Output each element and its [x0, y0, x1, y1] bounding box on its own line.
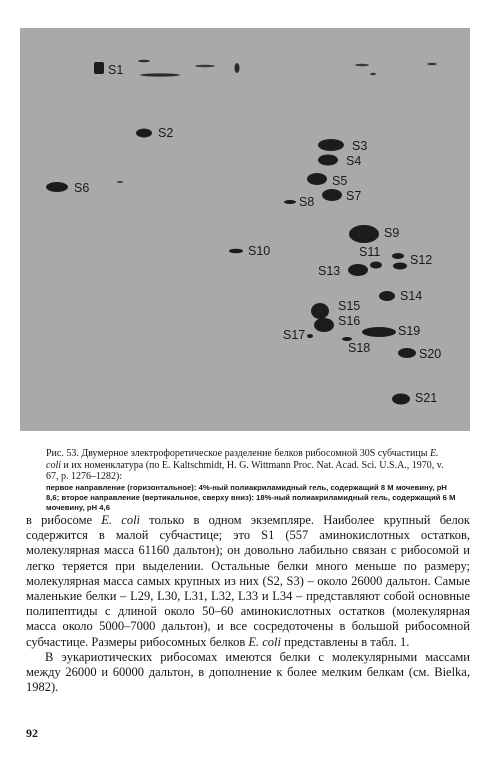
spot-label: S5 [332, 174, 348, 188]
protein-spot-s10 [229, 249, 243, 254]
spot-label: S20 [419, 347, 442, 361]
protein-spot-s17 [307, 334, 313, 338]
spot-label: S3 [352, 139, 368, 153]
protein-spot-s11 [370, 262, 382, 269]
page-number: 92 [26, 726, 38, 740]
spot-label: S13 [318, 264, 341, 278]
protein-spot-s19 [362, 327, 396, 337]
protein-spot-s14 [379, 291, 395, 301]
protein-spot-s15 [311, 303, 329, 319]
protein-spot-s6 [46, 182, 68, 192]
protein-spot-s3 [318, 139, 344, 151]
protein-spot-s4 [318, 155, 338, 166]
body-text [26, 513, 470, 695]
spot-label: S18 [348, 341, 371, 355]
paragraph-2: В эукариотических рибосомах имеются белки с молекулярными массами между 26000 и 60000 дальтон, в дополнение к более мелким белкам (см. Bielka, 1982). [26, 649, 470, 695]
figure-caption [46, 448, 456, 513]
protein-spot-s2 [136, 129, 152, 138]
caption-main: Рис. 53. Двумерное электрофоретическое разделение белков рибосомной 30S субчастицы E. coli и их номенклатура (по E. Kaltschmidt, H. G. Wittmann Proc. Nat. Acad. Sci. U.S.A., 1970, v. 67, p. 1276–1282): [46, 448, 444, 483]
protein-spot-s12b [393, 263, 407, 270]
spot-label: S15 [338, 299, 361, 313]
protein-spot-s8 [284, 200, 296, 204]
spot-label: S8 [299, 195, 315, 209]
spot-label: S14 [400, 289, 423, 303]
spot-label: S19 [398, 324, 421, 338]
caption-organism: E. coli [46, 448, 439, 471]
spot-label: S1 [108, 63, 124, 77]
spot-label: S17 [283, 328, 306, 342]
spot-label: S2 [158, 126, 174, 140]
spot-label: S12 [410, 253, 433, 267]
spot-label: S7 [346, 189, 362, 203]
protein-spot-s21 [392, 394, 410, 405]
spot-label: S6 [74, 181, 90, 195]
protein-spot-s1 [94, 62, 104, 74]
spot-label: S10 [248, 244, 271, 258]
protein-spot-s7 [322, 189, 342, 201]
electrophoresis-gel-figure [20, 28, 470, 431]
spot-label: S4 [346, 154, 362, 168]
paragraph-1: в рибосоме E. coli только в одном экземпляре. Наиболее крупный белок содержится в малой субчастице; это S1 (557 аминокислотных остатков, молекулярная масса 61160 дальтон); он довольно лабильно связан с рибосомой и легко теряется при выделении. Остальные белки много меньше по размеру; молекулярная масса самых крупных из них (S2, S3) – около 26000 дальтон. Самые маленькие белки – L29, L30, L31, L32, L33 и L34 – представляют собой основные полипептиды с длиной около 50–60 аминокислотных остатков (молекулярная масса около 5000–7000 дальтон), и все сосредоточены в большой рибосомной субчастице. Размеры рибосомных белков E. coli представлены в табл. 1. [26, 513, 471, 649]
protein-spot-s13 [348, 264, 368, 276]
caption-details: первое направление (горизонтальное): 4%-ный полиакриламидный гель, содержащий 8 М мочевину, рН 8,6; второе направление (вертикальное, сверху вниз): 18%-ный полиакриламидный гель, содержащий 6 М мочевину, рН 4,6 [46, 482, 456, 512]
spot-label: S16 [338, 314, 361, 328]
protein-spot-s12 [392, 253, 404, 259]
spot-label: S21 [415, 391, 438, 405]
protein-spot-s9 [349, 225, 379, 243]
spot-label: S11 [359, 245, 381, 259]
spot-label: S9 [384, 226, 400, 240]
protein-spot-s20 [398, 348, 416, 358]
protein-spot-s16 [314, 318, 334, 332]
protein-spot-s5 [307, 173, 327, 185]
